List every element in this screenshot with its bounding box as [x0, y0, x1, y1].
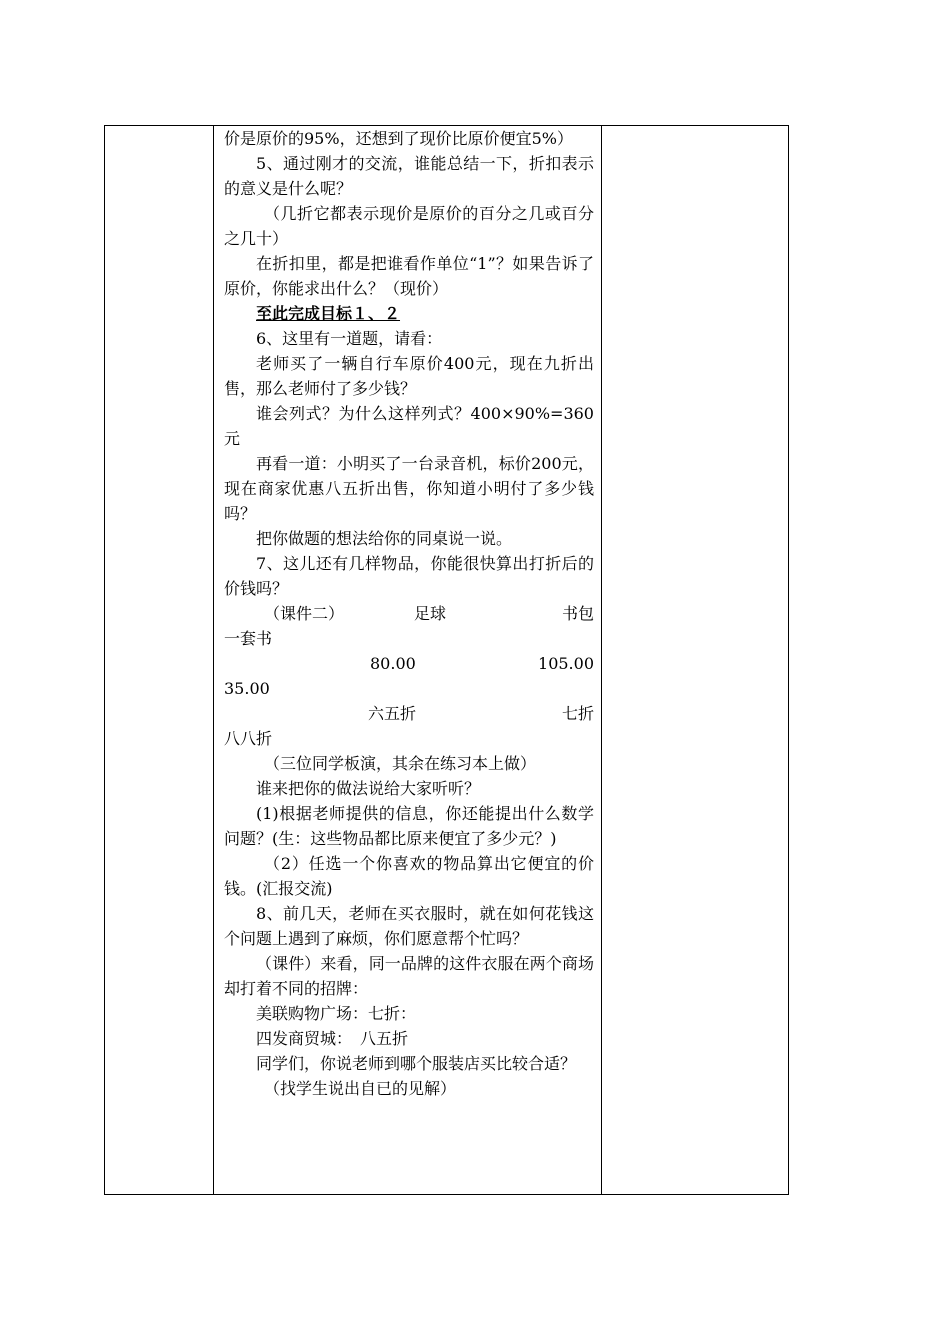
goods-price: 35.00 — [224, 679, 270, 698]
goods-discount: 七折 — [561, 704, 594, 723]
text-line: （找学生说出自已的见解） — [264, 1079, 457, 1098]
text-line: 6、这里有一道题，请看： — [256, 329, 443, 348]
goods-price: 80.00 — [370, 654, 416, 673]
goods-name: 足球 — [414, 604, 447, 623]
text-line: 在折扣里，都是把谁看作单位“1”？如果告诉了原价，你能求出什么？（现价） — [224, 254, 594, 298]
goods-list — [224, 601, 594, 751]
text-line: （课件）来看，同一品牌的这件衣服在两个商场却打着不同的招牌： — [224, 954, 594, 998]
text-line: 谁会列式？为什么这样列式？400×90%=360元 — [224, 404, 594, 448]
column-divider-right — [601, 126, 602, 1194]
text-line: 再看一道：小明买了一台录音机，标价200元，现在商家优惠八五折出售，你知道小明付了多少钱吗？ — [224, 454, 594, 523]
courseware-label: （课件二） — [264, 604, 345, 623]
goods-discounts-row — [224, 701, 594, 726]
text-line: (1)根据老师提供的信息，你还能提出什么数学问题？(生：这些物品都比原来便宜了多少元？) — [224, 804, 594, 848]
goods-prices-row — [224, 651, 594, 676]
goods-price: 105.00 — [538, 654, 594, 673]
column-divider-left — [213, 126, 214, 1194]
goods-names-row — [224, 601, 594, 626]
text-line: 美联购物广场：七折： — [256, 1004, 417, 1023]
text-line: 谁来把你的做法说给大家听听？ — [256, 779, 481, 798]
text-line: 把你做题的想法给你的同桌说一说。 — [256, 529, 513, 548]
goods-discount: 八八折 — [224, 729, 273, 748]
lesson-table — [104, 125, 789, 1195]
text-line: （2）任选一个你喜欢的物品算出它便宜的价钱。(汇报交流) — [224, 854, 594, 898]
text-line: 价是原价的95%，还想到了现价比原价便宜5%） — [224, 129, 573, 148]
goods-name: 一套书 — [224, 629, 273, 648]
lesson-content-cell — [224, 126, 594, 1101]
text-line: 老师买了一辆自行车原价400元，现在九折出售，那么老师付了多少钱？ — [224, 354, 594, 398]
goods-discount: 六五折 — [368, 704, 417, 723]
text-line: 7、这儿还有几样物品，你能很快算出打折后的价钱吗？ — [224, 554, 594, 598]
goal-text: 至此完成目标１、２ — [256, 304, 401, 323]
goods-name: 书包 — [562, 604, 595, 623]
text-line: 8、前几天，老师在买衣服时，就在如何花钱这个问题上遇到了麻烦，你们愿意帮个忙吗？ — [224, 904, 594, 948]
text-line: （几折它都表示现价是原价的百分之几或百分之几十） — [224, 204, 594, 248]
text-line: 同学们，你说老师到哪个服装店买比较合适？ — [256, 1054, 577, 1073]
goal-heading — [224, 301, 594, 326]
text-line: 5、通过刚才的交流，谁能总结一下，折扣表示的意义是什么呢？ — [224, 154, 594, 198]
text-line: （三位同学板演，其余在练习本上做） — [264, 754, 537, 773]
text-line: 四发商贸城： 八五折 — [256, 1029, 409, 1048]
